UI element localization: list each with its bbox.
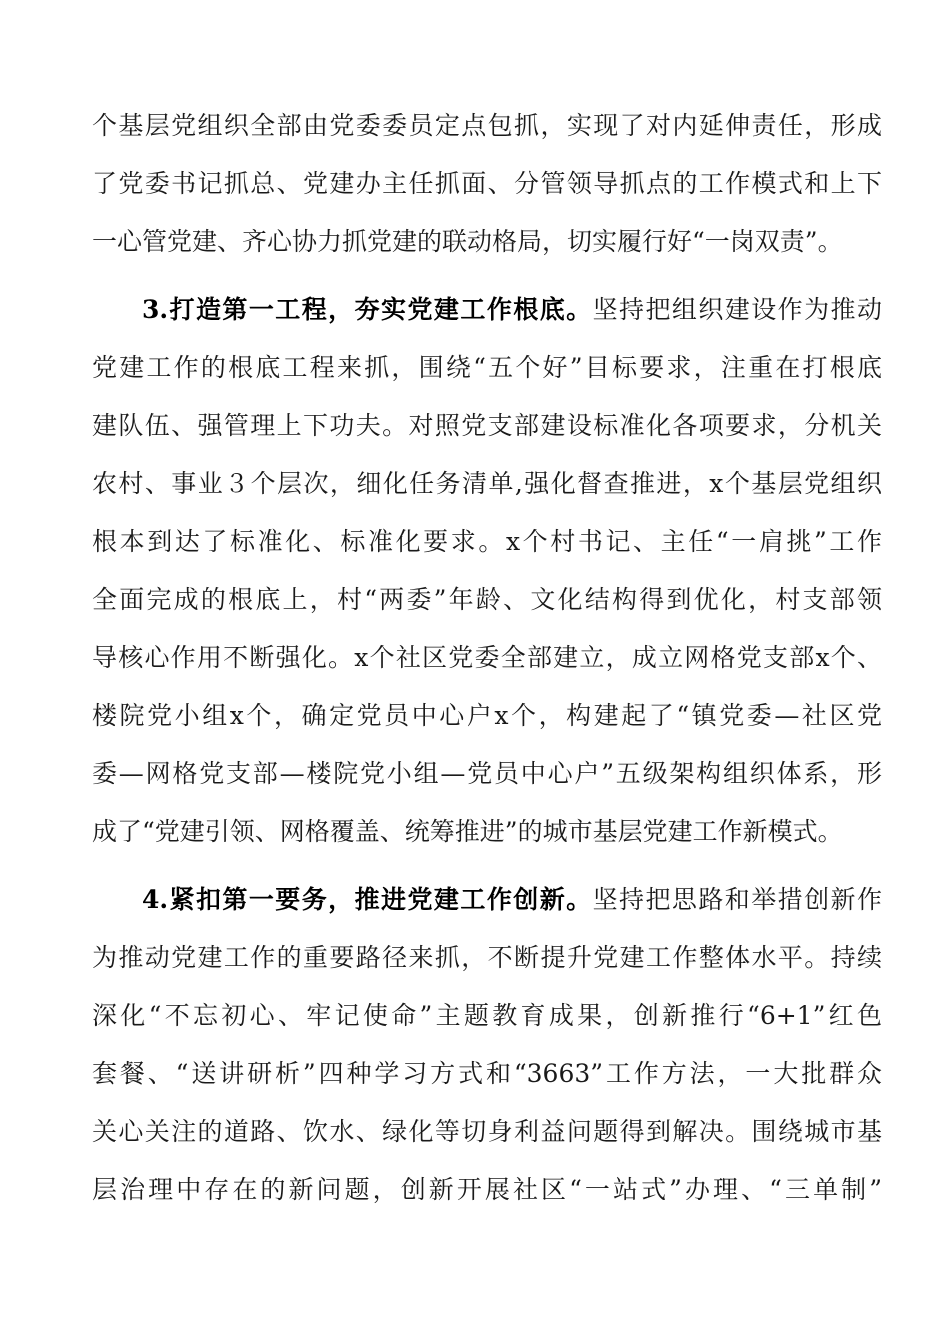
paragraph-2-line: 建队伍、强管理上下功夫。对照党支部建设标准化各项要求，分机关 (92, 411, 882, 440)
paragraph-2-line: 根本到达了标准化、标准化要求。x个村书记、主任“一肩挑”工作 (92, 527, 882, 556)
paragraph-3-line: 层治理中存在的新问题，创新开展社区“一站式”办理、“三单制” (92, 1175, 882, 1204)
paragraph-2-line: 农村、事业３个层次，细化任务清单,强化督查推进，x个基层党组织 (92, 469, 882, 498)
paragraph-2-line: 楼院党小组x个，确定党员中心户x个，构建起了“镇党委—社区党 (92, 701, 882, 730)
paragraph-1-line: 一心管党建、齐心协力抓党建的联动格局，切实履行好“一岗双责”。 (92, 227, 843, 256)
paragraph-1-line: 个基层党组织全部由党委委员定点包抓，实现了对内延伸责任，形成 (92, 111, 882, 140)
paragraph-3-first-line (142, 880, 882, 920)
paragraph-3-first-text: 坚持把思路和举措创新作 (592, 885, 882, 914)
paragraph-2-line: 全面完成的根底上，村“两委”年龄、文化结构得到优化，村支部领 (92, 585, 882, 614)
paragraph-2-line: 委—网格党支部—楼院党小组—党员中心户”五级架构组织体系，形 (92, 759, 882, 788)
paragraph-1-line: 了党委书记抓总、党建办主任抓面、分管领导抓点的工作模式和上下 (92, 169, 882, 198)
paragraph-2-line: 成了“党建引领、网格覆盖、统筹推进”的城市基层党建工作新模式。 (92, 817, 843, 846)
paragraph-2-line: 导核心作用不断强化。x个社区党委全部建立，成立网格党支部x个、 (92, 643, 882, 672)
paragraph-2-first-text: 坚持把组织建设作为推动 (592, 295, 882, 324)
paragraph-2-first-line (142, 290, 882, 330)
paragraph-3-line: 为推动党建工作的重要路径来抓，不断提升党建工作整体水平。持续 (92, 943, 882, 972)
paragraph-2-heading: 3.打造第一工程，夯实党建工作根底。 (142, 295, 593, 324)
paragraph-3-line: 套餐、“送讲研析”四种学习方式和“3663”工作方法，一大批群众 (92, 1059, 882, 1088)
paragraph-3-line: 关心关注的道路、饮水、绿化等切身利益问题得到解决。围绕城市基 (92, 1117, 882, 1146)
paragraph-3-line: 深化“不忘初心、牢记使命”主题教育成果，创新推行“6+1”红色 (92, 1001, 882, 1030)
paragraph-3-heading: 4.紧扣第一要务，推进党建工作创新。 (142, 885, 593, 914)
paragraph-2-line: 党建工作的根底工程来抓，围绕“五个好”目标要求，注重在打根底 (92, 353, 882, 382)
